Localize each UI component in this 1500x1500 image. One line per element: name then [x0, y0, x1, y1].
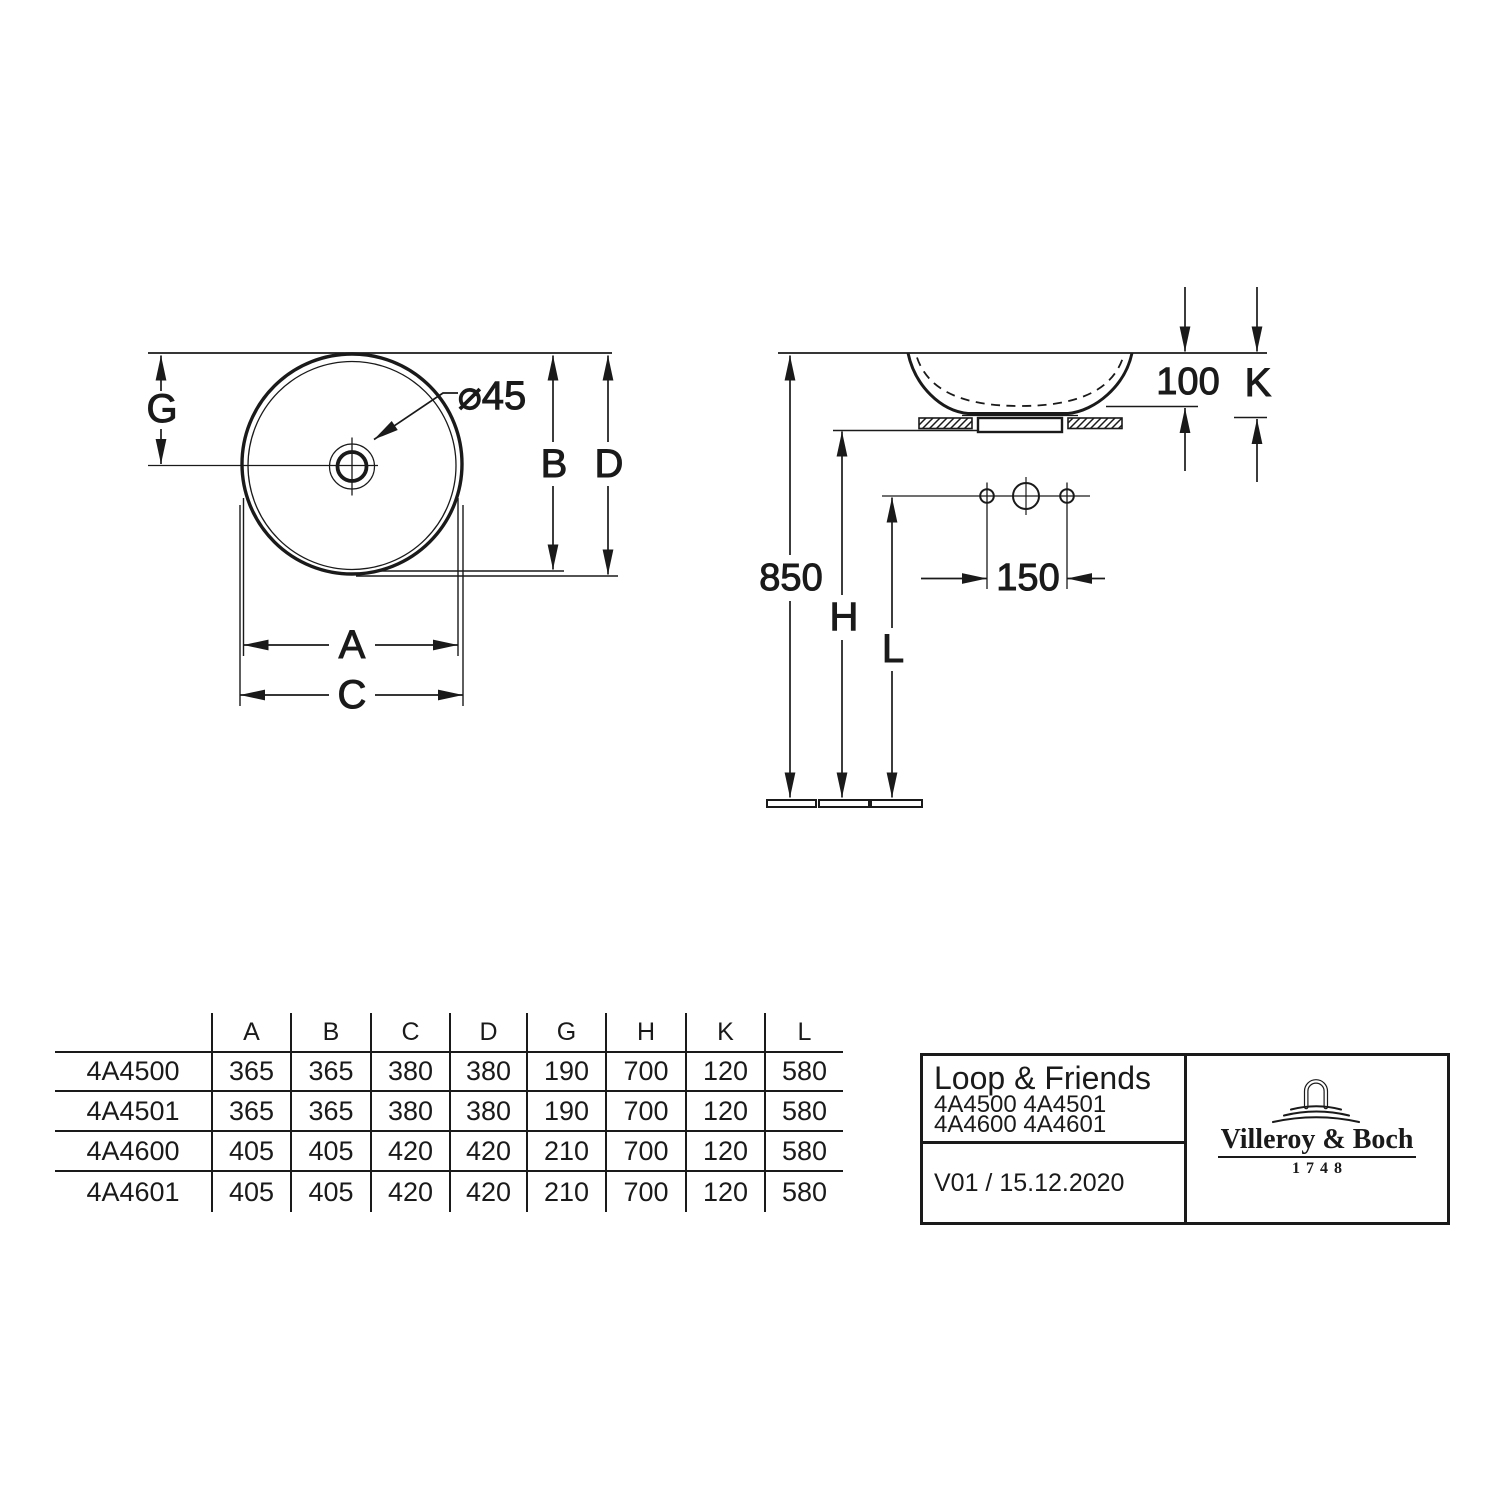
counter-hatch-right — [1068, 418, 1122, 429]
cell-value: 580 — [765, 1052, 843, 1091]
drawing-version: V01 / 15.12.2020 — [934, 1169, 1125, 1197]
title-block-series-cell — [923, 1056, 1184, 1144]
side-view — [759, 287, 1271, 807]
column-header-k: K — [686, 1013, 765, 1052]
drain-diameter-label: ⌀45 — [457, 374, 527, 418]
dim-label-100: 100 — [1156, 361, 1220, 403]
cell-value: 120 — [686, 1131, 765, 1171]
dim-label-k: K — [1244, 361, 1272, 405]
column-header-h: H — [606, 1013, 686, 1052]
cell-value: 190 — [527, 1052, 606, 1091]
table-row — [55, 1052, 843, 1091]
cell-value: 380 — [450, 1052, 527, 1091]
column-header-a: A — [212, 1013, 291, 1052]
cell-value: 120 — [686, 1171, 765, 1212]
column-header-l: L — [765, 1013, 843, 1052]
cell-value: 210 — [527, 1131, 606, 1171]
dim-label-h: H — [829, 595, 859, 639]
column-header-b: B — [291, 1013, 371, 1052]
title-block — [920, 1053, 1450, 1225]
cell-value: 420 — [371, 1131, 450, 1171]
dim-label-850: 850 — [759, 557, 823, 599]
cell-value: 420 — [450, 1131, 527, 1171]
table-row — [55, 1171, 843, 1212]
cell-value: 380 — [371, 1052, 450, 1091]
cell-value: 380 — [450, 1091, 527, 1131]
cell-value: 120 — [686, 1091, 765, 1131]
dim-label-150: 150 — [996, 557, 1060, 599]
dim-label-l: L — [881, 627, 905, 671]
cell-value: 405 — [212, 1131, 291, 1171]
counter-hatch-left — [919, 418, 972, 429]
dim-label-g: G — [146, 387, 178, 431]
row-model: 4A4501 — [55, 1091, 212, 1131]
model-numbers-line2: 4A4600 4A4601 — [934, 1111, 1107, 1138]
column-header-c: C — [371, 1013, 450, 1052]
top-view — [146, 353, 623, 717]
model-numbers-line1: 4A4500 4A4501 — [934, 1091, 1107, 1118]
floor-line — [767, 800, 922, 807]
title-block-left — [923, 1056, 1187, 1222]
cell-value: 700 — [606, 1131, 686, 1171]
title-block-version-cell — [923, 1144, 1184, 1198]
bowl-inner-dashed — [917, 358, 1123, 407]
drain-leader-line — [374, 393, 458, 440]
cell-value: 365 — [291, 1052, 371, 1091]
title-block-logo-cell — [1187, 1056, 1447, 1222]
cell-value: 365 — [212, 1052, 291, 1091]
cell-value: 405 — [291, 1131, 371, 1171]
dim-label-d: D — [594, 442, 624, 486]
table-corner-cell — [55, 1013, 212, 1052]
cell-value: 190 — [527, 1091, 606, 1131]
row-model: 4A4600 — [55, 1131, 212, 1171]
cell-value: 580 — [781, 1176, 828, 1207]
cell-value: 580 — [765, 1091, 843, 1131]
cell-value: 365 — [291, 1091, 371, 1131]
cell-value: 380 — [371, 1091, 450, 1131]
table-row — [55, 1091, 843, 1131]
dim-label-c: C — [337, 673, 367, 717]
cell-value: 420 — [450, 1171, 527, 1212]
brand-wordmark: Villeroy & Boch — [1218, 1126, 1417, 1158]
cell-value: 365 — [212, 1091, 291, 1131]
table-row — [55, 1131, 843, 1171]
cell-value: 210 — [527, 1171, 606, 1212]
cell-value: 405 — [212, 1171, 291, 1212]
dimension-table — [55, 1013, 843, 1212]
cell-value: 700 — [606, 1091, 686, 1131]
cell-value: 700 — [606, 1171, 686, 1212]
bowl-outline — [908, 353, 1132, 414]
series-name: Loop & Friends — [934, 1060, 1152, 1096]
row-model: 4A4500 — [55, 1052, 212, 1091]
cell-value: 120 — [686, 1052, 765, 1091]
cell-value: 700 — [606, 1052, 686, 1091]
brand-faucet-icon — [1257, 1076, 1377, 1126]
table-header-row — [55, 1013, 843, 1052]
cell-value: 405 — [291, 1171, 371, 1212]
basin-foot — [978, 418, 1062, 432]
dim-label-b: B — [540, 442, 568, 486]
column-header-d: D — [450, 1013, 527, 1052]
dim-label-a: A — [338, 623, 366, 667]
column-header-g: G — [527, 1013, 606, 1052]
brand-founded-year: 1748 — [1292, 1160, 1348, 1177]
row-model: 4A4601 — [55, 1171, 212, 1212]
cell-value: 580 — [765, 1131, 843, 1171]
cell-value: 420 — [371, 1171, 450, 1212]
